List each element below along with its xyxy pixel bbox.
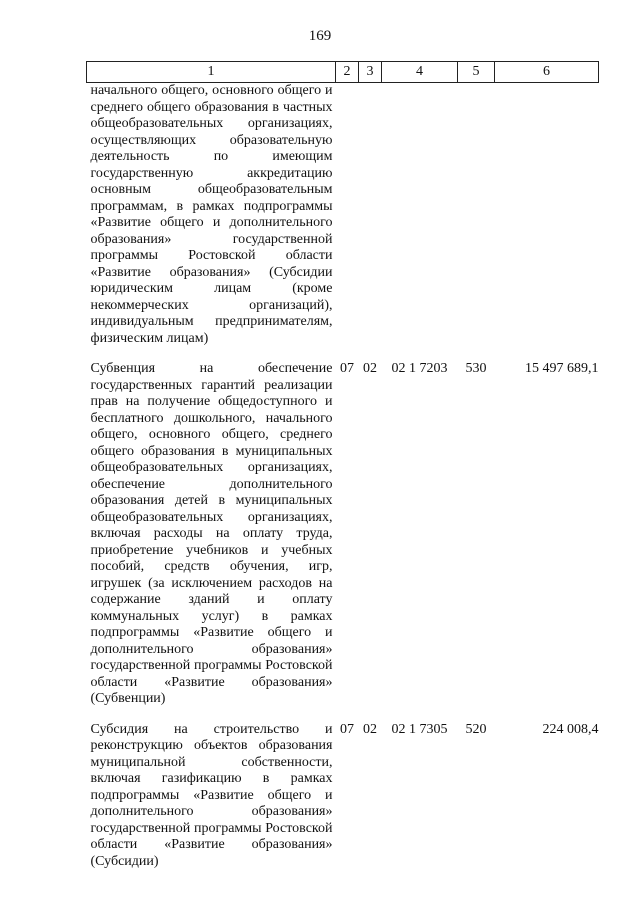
row-description: Субвенция на обеспечение государственных гарантий реализации прав на получение общедоступного и бесплатного дошкольного, начального общего, основного общего, среднего общего образования в муниципальных общеобразовательных организациях, обеспечение дополнительного образования детей в муниципальных общеобразовательных организациях, включая расходы на оплату труда, приобретение учебников и учебных пособий, средств обучения, игр, игрушек (за исключением расходов на содержание зданий и оплату коммунальных услуг) в рамках подпрограммы «Развитие общего и дополнительного образования» государственной программы Ростовской области «Развитие образования» (Субвенции)	[90, 361, 333, 706]
row-description: Субсидия на строительство и реконструкцию объектов образования муниципальной собственности, включая газификацию в рамках подпрограммы «Развитие общего и дополнительного образования» государственной программы Ростовской области «Развитие образования» (Субсидии)	[90, 721, 333, 869]
row-amount	[495, 83, 599, 362]
column-header-subsection: 3	[359, 62, 382, 83]
table-row	[87, 722, 599, 871]
row-subsection: 02	[363, 721, 377, 737]
row-expense-type	[458, 83, 495, 362]
row-section: 07	[340, 721, 354, 737]
table-header-row	[87, 62, 599, 83]
row-subsection: 02	[363, 361, 377, 376]
row-expense-type: 520	[465, 721, 487, 737]
row-subsection	[359, 83, 382, 362]
row-description: начального общего, основного общего и среднего общего образования в частных общеобразовательных организациях, осуществляющих образовательную деятельность по имеющим государственную аккредитацию основным общеобразовательным программам, в рамках подпрограммы «Развитие общего и дополнительного образования» государственной программы Ростовской области «Развитие образования» (Субсидии юридическим лицам (кроме некоммерческих организаций), индивидуальным предпринимателям, физическим лицам)	[90, 83, 333, 346]
column-header-section: 2	[336, 62, 359, 83]
page-number: 169	[308, 28, 332, 44]
row-amount: 224 008,4	[542, 721, 599, 737]
table-row	[87, 361, 599, 722]
budget-table	[86, 61, 599, 870]
row-expense-type: 530	[465, 361, 487, 376]
column-header-target-article: 4	[382, 62, 458, 83]
row-section	[336, 83, 359, 362]
row-target-article	[382, 83, 458, 362]
column-header-amount: 6	[495, 62, 599, 83]
row-amount: 15 497 689,1	[525, 361, 599, 376]
row-target-article: 02 1 7203	[391, 361, 448, 376]
table-row	[87, 83, 599, 362]
row-target-article: 02 1 7305	[391, 721, 448, 737]
column-header-expense-type: 5	[458, 62, 495, 83]
column-header-description: 1	[87, 62, 336, 83]
row-section: 07	[340, 361, 354, 376]
